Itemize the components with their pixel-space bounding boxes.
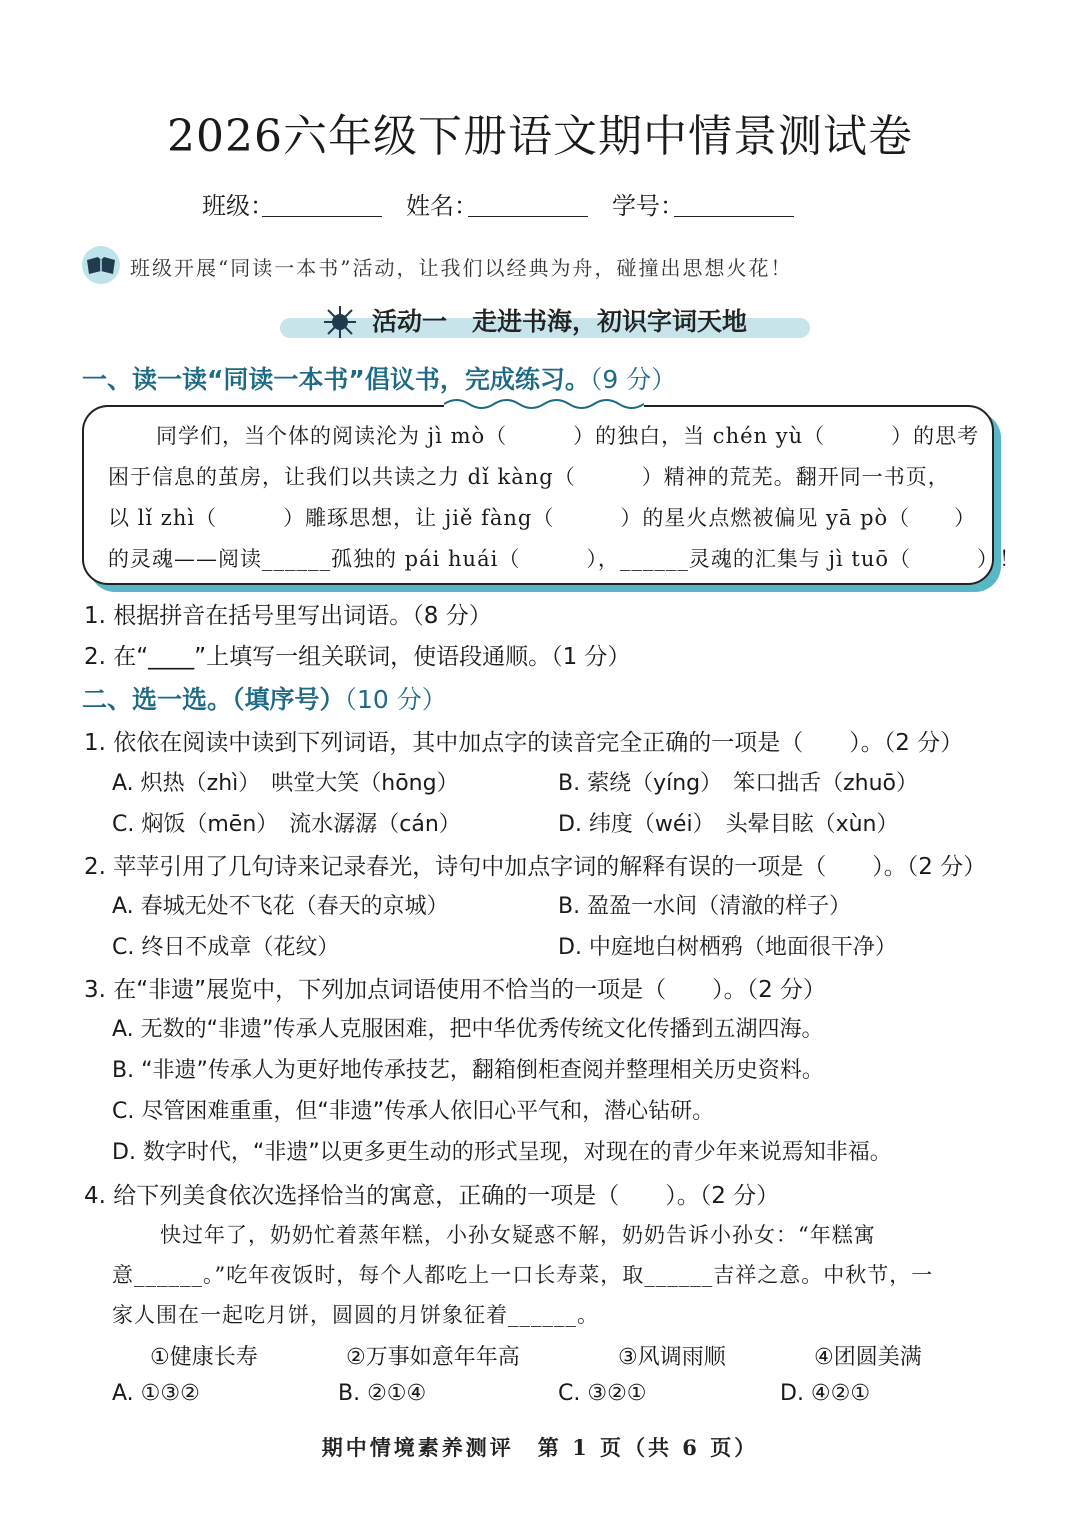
q3-option-a[interactable]: A. 无数的“非遗”传承人克服困难，把中华优秀传统文化传播到五湖四海。 — [112, 1017, 824, 1042]
q4-passage-line: 快过年了，奶奶忙着蒸年糕，小孙女疑惑不解，奶奶告诉小孙女：“年糕寓 — [160, 1223, 876, 1247]
q4-choice-3: ③风调雨顺 — [618, 1345, 726, 1370]
section1-heading-text: 一、读一读“同读一本书”倡议书，完成练习。 — [82, 365, 590, 394]
q1-option-c[interactable]: C. 焖饭（mēn） 流水潺潺（cán） — [112, 812, 461, 837]
s1-question-1: 1. 根据拼音在括号里写出词语。（8 分） — [84, 603, 492, 629]
q4-choice-2: ②万事如意年年高 — [346, 1345, 520, 1370]
section2-heading — [82, 680, 447, 716]
name-label: 姓名： — [406, 192, 478, 220]
q4-option-b[interactable]: B. ②①④ — [338, 1381, 427, 1406]
page-footer: 期中情境素养测评 第 1 页（共 6 页） — [321, 1435, 759, 1460]
activity-title: 活动一 走进书海，初识字词天地 — [372, 307, 748, 336]
passage-line: 以 lǐ zhì（ ）雕琢思想，让 jiě fàng（ ）的星火点燃被偏见 yā pò（ ） — [108, 506, 977, 530]
q2-option-c[interactable]: C. 终日不成章（花纹） — [112, 935, 340, 960]
page-title: 2026六年级下册语文期中情景测试卷 — [167, 111, 913, 162]
q4-choice-1: ①健康长寿 — [150, 1345, 258, 1370]
q1-option-b[interactable]: B. 萦绕（yíng） 笨口拙舌（zhuō） — [558, 771, 919, 796]
q4-passage-line: 意______。”吃年夜饭时，每个人都吃上一口长寿菜，取______吉祥之意。中秋节，一 — [112, 1263, 934, 1287]
s1-question-2: 2. 在“____”上填写一组关联词，使语段通顺。（1 分） — [84, 644, 631, 670]
question-2-stem: 2. 苹苹引用了几句诗来记录春光，诗句中加点字词的解释有误的一项是（ ）。（2 分） — [84, 854, 987, 880]
section1-heading — [82, 360, 676, 396]
q4-passage-line: 家人围在一起吃月饼，圆圆的月饼象征着______。 — [112, 1303, 599, 1327]
sun-icon — [322, 304, 358, 344]
number-label: 学号： — [612, 192, 684, 220]
question-1-stem: 1. 依依在阅读中读到下列词语，其中加点字的读音完全正确的一项是（ ）。（2 分） — [84, 730, 964, 756]
name-field[interactable] — [468, 216, 588, 217]
q4-option-d[interactable]: D. ④②① — [780, 1381, 871, 1406]
passage-line: 同学们，当个体的阅读沦为 jì mò（ ）的独白，当 chén yù（ ）的思考 — [156, 424, 980, 448]
q2-option-d[interactable]: D. 中庭地白树栖鸦（地面很干净） — [558, 935, 897, 960]
book-icon — [82, 246, 120, 284]
banner-text: 班级开展“同读一本书”活动，让我们以经典为舟，碰撞出思想火花！ — [130, 256, 793, 280]
q4-choice-4: ④团圆美满 — [814, 1345, 922, 1370]
wave-decoration — [444, 396, 644, 412]
section2-score: （10 分） — [344, 685, 447, 714]
q2-option-b[interactable]: B. 盈盈一水间（清澈的样子） — [558, 894, 852, 919]
q3-option-b[interactable]: B. “非遗”传承人为更好地传承技艺，翻箱倒柜查阅并整理相关历史资料。 — [112, 1058, 824, 1083]
q2-option-a[interactable]: A. 春城无处不飞花（春天的京城） — [112, 894, 449, 919]
q3-option-d[interactable]: D. 数字时代，“非遗”以更多更生动的形式呈现，对现在的青少年来说焉知非福。 — [112, 1140, 892, 1165]
q1-option-d[interactable]: D. 纬度（wéi） 头晕目眩（xùn） — [558, 812, 899, 837]
class-field[interactable] — [262, 216, 382, 217]
question-3-stem: 3. 在“非遗”展览中，下列加点词语使用不恰当的一项是（ ）。（2 分） — [84, 977, 827, 1003]
q4-option-c[interactable]: C. ③②① — [558, 1381, 647, 1406]
question-4-stem: 4. 给下列美食依次选择恰当的寓意，正确的一项是（ ）。（2 分） — [84, 1183, 780, 1209]
q4-option-a[interactable]: A. ①③② — [112, 1381, 200, 1406]
passage-line: 困于信息的茧房，让我们以共读之力 dǐ kàng（ ）精神的荒芜。翻开同一书页， — [108, 465, 950, 489]
q3-option-c[interactable]: C. 尽管困难重重，但“非遗”传承人依旧心平气和，潜心钻研。 — [112, 1099, 715, 1124]
class-label: 班级： — [202, 192, 274, 220]
passage-line: 的灵魂——阅读______孤独的 pái huái（ ），______灵魂的汇集与 jì tuō（ ）！ — [108, 547, 1021, 571]
section2-heading-text: 二、选一选。（填序号） — [82, 685, 345, 714]
number-field[interactable] — [674, 216, 794, 217]
q1-option-a[interactable]: A. 炽热（zhì） 哄堂大笑（hōng） — [112, 771, 459, 796]
section1-score: （9 分） — [589, 365, 677, 394]
